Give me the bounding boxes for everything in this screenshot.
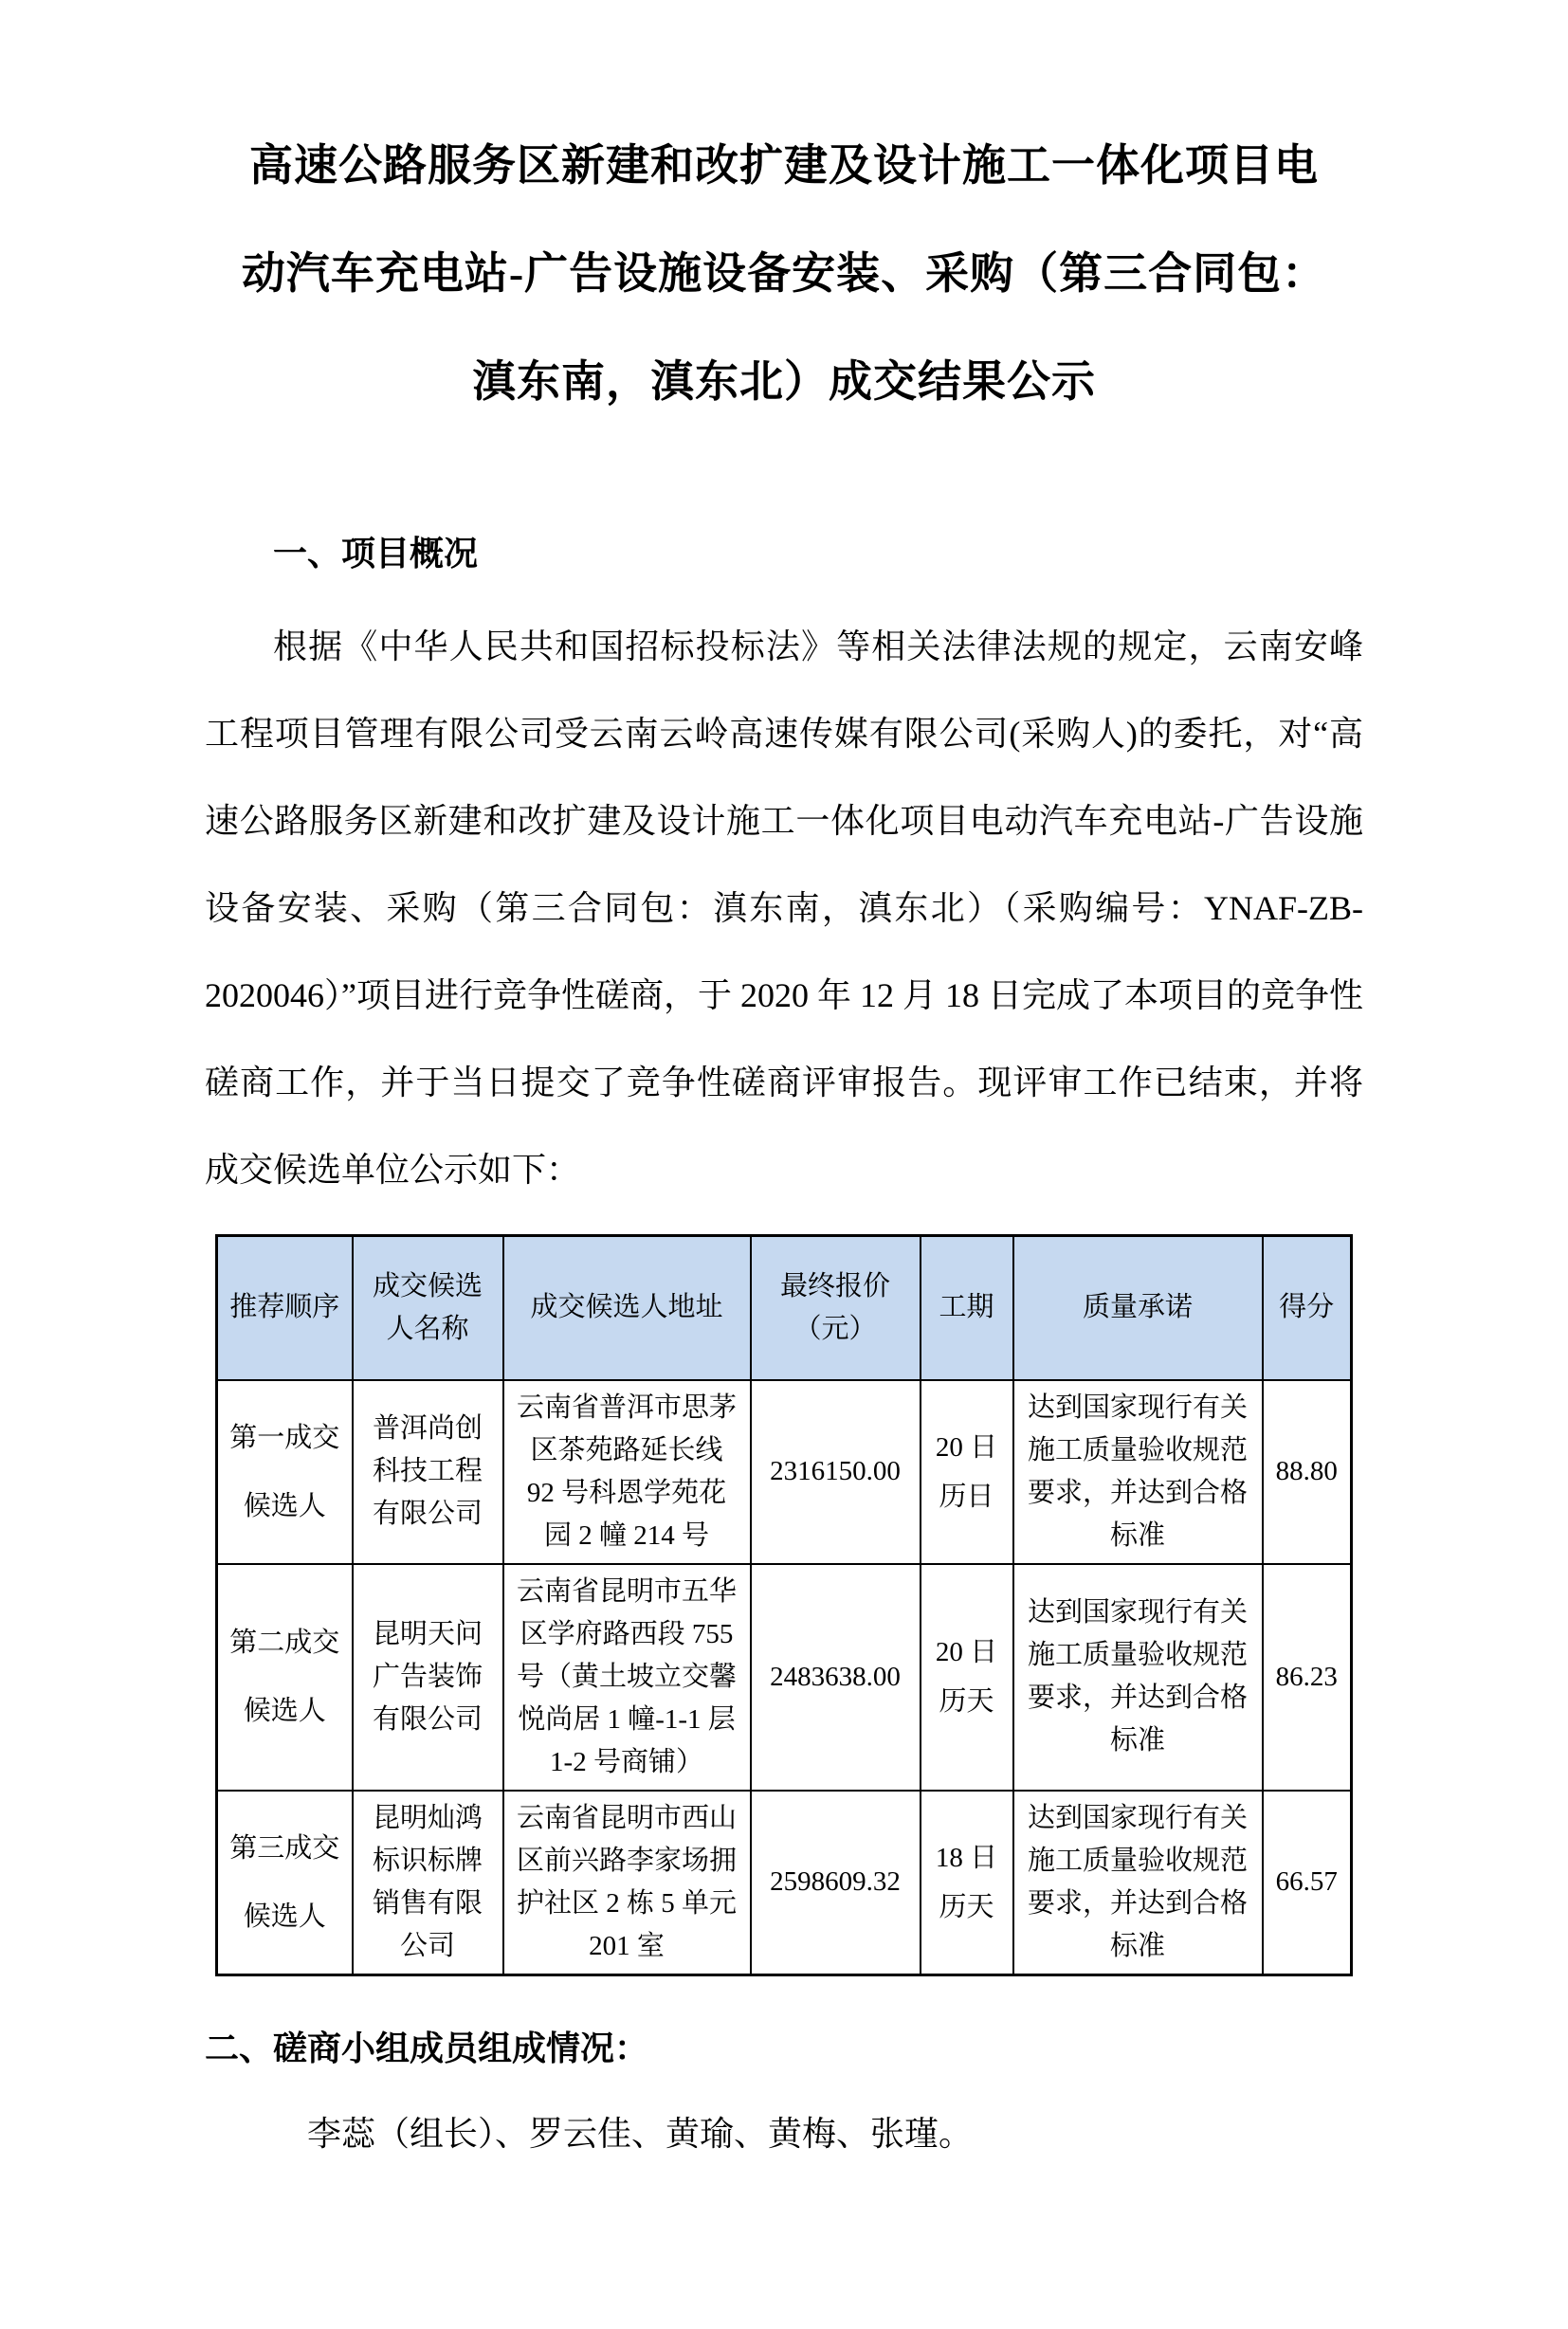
document-title-line: 高速公路服务区新建和改扩建及设计施工一体化项目电 bbox=[249, 141, 1319, 190]
cell-score: 66.57 bbox=[1263, 1791, 1352, 1975]
cell-rank: 第一成交候选人 bbox=[217, 1380, 353, 1564]
cell-candidate-address: 云南省昆明市西山区前兴路李家场拥护社区 2 栋 5 单元 201 室 bbox=[503, 1791, 751, 1975]
cell-final-price: 2483638.00 bbox=[751, 1564, 921, 1791]
cell-rank: 第二成交候选人 bbox=[217, 1564, 353, 1791]
cell-quality-commitment: 达到国家现行有关施工质量验收规范要求，并达到合格标准 bbox=[1013, 1564, 1263, 1791]
cell-final-price: 2598609.32 bbox=[751, 1791, 921, 1975]
table-header-final-price: 最终报价（元） bbox=[751, 1236, 921, 1380]
table-header-rank: 推荐顺序 bbox=[217, 1236, 353, 1380]
table-header-duration: 工期 bbox=[921, 1236, 1013, 1380]
cell-quality-commitment: 达到国家现行有关施工质量验收规范要求，并达到合格标准 bbox=[1013, 1791, 1263, 1975]
document-title-line: 动汽车充电站-广告设施设备安装、采购（第三合同包： bbox=[241, 249, 1327, 298]
table-header-score: 得分 bbox=[1263, 1236, 1352, 1380]
cell-candidate-name: 普洱尚创科技工程有限公司 bbox=[353, 1380, 503, 1564]
document-title-line: 滇东南，滇东北）成交结果公示 bbox=[472, 357, 1096, 406]
table-header-quality-commitment: 质量承诺 bbox=[1013, 1236, 1263, 1380]
cell-duration: 20 日历天 bbox=[921, 1564, 1013, 1791]
committee-members-text: 李蕊（组长）、罗云佳、黄瑜、黄梅、张瑾。 bbox=[307, 2114, 974, 2153]
cell-candidate-address: 云南省昆明市五华区学府路西段 755 号（黄土坡立交馨悦尚居 1 幢-1-1 层 1-2 号商铺） bbox=[503, 1564, 751, 1791]
section-2-heading: 二、磋商小组成员组成情况： bbox=[205, 2029, 649, 2067]
cell-candidate-address: 云南省普洱市思茅区茶苑路延长线 92 号科恩学苑花园 2 幢 214 号 bbox=[503, 1380, 751, 1564]
document-page bbox=[0, 112, 1568, 2329]
cell-rank: 第三成交候选人 bbox=[217, 1791, 353, 1975]
bid-results-table bbox=[215, 1234, 1353, 1976]
table-header-candidate-name: 成交候选人名称 bbox=[353, 1236, 503, 1380]
table-header-row bbox=[217, 1236, 1352, 1380]
table-row bbox=[217, 1380, 1352, 1564]
project-overview-paragraph: 根据《中华人民共和国招标投标法》等相关法律法规的规定，云南安峰工程项目管理有限公司受云南云岭高速传媒有限公司(采购人)的委托，对“高速公路服务区新建和改扩建及设计施工一体化项目电动汽车充电站-广告设施设备安装、采购（第三合同包：滇东南，滇东北）（采购编号：YNAF-ZB-2020046）”项目进行竞争性磋商，于 2020 年 12 月 18 日完成了本项目的竞争性磋商工作，并于当日提交了竞争性磋商评审报告。现评审工作已结束，并将成交候选单位公示如下： bbox=[205, 628, 1363, 1189]
cell-duration: 20 日历日 bbox=[921, 1380, 1013, 1564]
document-title bbox=[205, 112, 1363, 436]
cell-final-price: 2316150.00 bbox=[751, 1380, 921, 1564]
section-1-heading: 一、项目概况 bbox=[273, 535, 479, 573]
cell-duration: 18 日历天 bbox=[921, 1791, 1013, 1975]
table-row bbox=[217, 1564, 1352, 1791]
cell-score: 86.23 bbox=[1263, 1564, 1352, 1791]
cell-candidate-name: 昆明灿鸿标识标牌销售有限公司 bbox=[353, 1791, 503, 1975]
table-header-candidate-address: 成交候选人地址 bbox=[503, 1236, 751, 1380]
cell-score: 88.80 bbox=[1263, 1380, 1352, 1564]
table-row bbox=[217, 1791, 1352, 1975]
cell-candidate-name: 昆明天问广告装饰有限公司 bbox=[353, 1564, 503, 1791]
cell-quality-commitment: 达到国家现行有关施工质量验收规范要求，并达到合格标准 bbox=[1013, 1380, 1263, 1564]
